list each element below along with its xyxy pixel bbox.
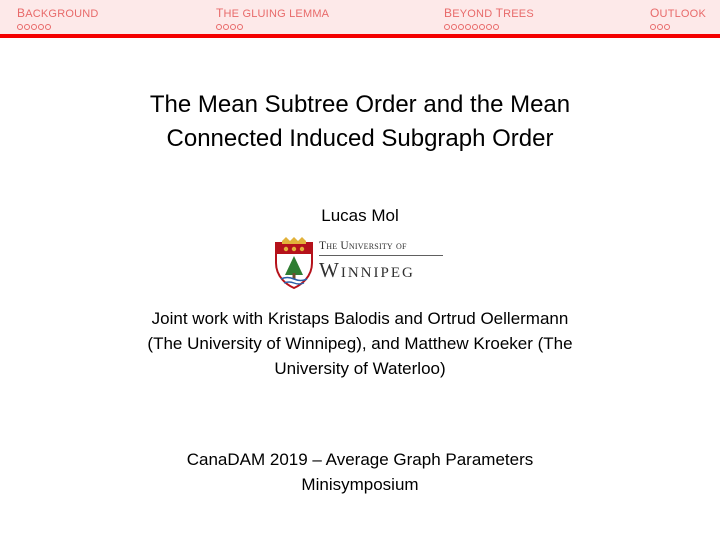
event-line-1: CanaDAM 2019 – Average Graph Parameters: [186, 450, 534, 469]
nav-frame-dot[interactable]: [237, 24, 243, 30]
title-line-2: Connected Induced Subgraph Order: [166, 125, 554, 152]
nav-frame-dot[interactable]: [45, 24, 51, 30]
nav-label-gluing-lemma[interactable]: THE GLUING LEMMA: [216, 6, 330, 20]
nav-frame-dot[interactable]: [451, 24, 457, 30]
nav-frame-dot[interactable]: [458, 24, 464, 30]
nav-label-background[interactable]: BACKGROUND: [17, 6, 99, 20]
nav-frame-dot[interactable]: [479, 24, 485, 30]
nav-frame-dot[interactable]: [465, 24, 471, 30]
nav-section-background[interactable]: [17, 7, 99, 32]
nav-section-gluing-lemma[interactable]: [216, 7, 329, 32]
nav-frame-dot[interactable]: [444, 24, 450, 30]
nav-frame-dot[interactable]: [657, 24, 663, 30]
university-crest-icon: [273, 235, 315, 289]
event-info: [60, 447, 660, 497]
header-divider: [0, 34, 720, 38]
nav-frame-dot[interactable]: [650, 24, 656, 30]
nav-section-outlook[interactable]: [650, 7, 706, 32]
collaborators-line-2: (The University of Winnipeg), and Matthew Kroeker (The: [147, 334, 573, 353]
nav-section-beyond-trees[interactable]: [444, 7, 534, 32]
collaborators-line-3: University of Waterloo): [274, 359, 446, 378]
slide-title: [0, 88, 720, 156]
nav-frame-dot[interactable]: [24, 24, 30, 30]
nav-frame-dot[interactable]: [472, 24, 478, 30]
nav-label-beyond-trees[interactable]: BEYOND TREES: [444, 6, 534, 20]
nav-frame-dot[interactable]: [223, 24, 229, 30]
nav-frame-dot[interactable]: [664, 24, 670, 30]
collaborators-line-1: Joint work with Kristaps Balodis and Ortrud Oellermann: [151, 309, 569, 328]
university-logo: [273, 235, 445, 290]
university-wordmark: [319, 239, 445, 287]
nav-frame-dot[interactable]: [486, 24, 492, 30]
author-name: Lucas Mol: [321, 206, 399, 225]
nav-progress-dots[interactable]: [17, 24, 99, 32]
nav-frame-dot[interactable]: [38, 24, 44, 30]
nav-progress-dots[interactable]: [444, 24, 534, 32]
nav-frame-dot[interactable]: [31, 24, 37, 30]
nav-frame-dot[interactable]: [493, 24, 499, 30]
title-line-1: The Mean Subtree Order and the Mean: [149, 91, 571, 118]
nav-progress-dots[interactable]: [650, 24, 706, 32]
nav-label-outlook[interactable]: OUTLOOK: [650, 6, 706, 20]
event-line-2: Minisymposium: [301, 475, 419, 494]
logo-text-line-2: Winnipeg: [319, 258, 415, 282]
nav-progress-dots[interactable]: [216, 24, 329, 32]
logo-rule: [319, 255, 443, 256]
nav-frame-dot[interactable]: [17, 24, 23, 30]
navigation-bar: [0, 0, 720, 34]
logo-text-line-1: The University of: [319, 240, 407, 252]
nav-frame-dot[interactable]: [216, 24, 222, 30]
collaborators-note: [60, 306, 660, 381]
nav-frame-dot[interactable]: [230, 24, 236, 30]
